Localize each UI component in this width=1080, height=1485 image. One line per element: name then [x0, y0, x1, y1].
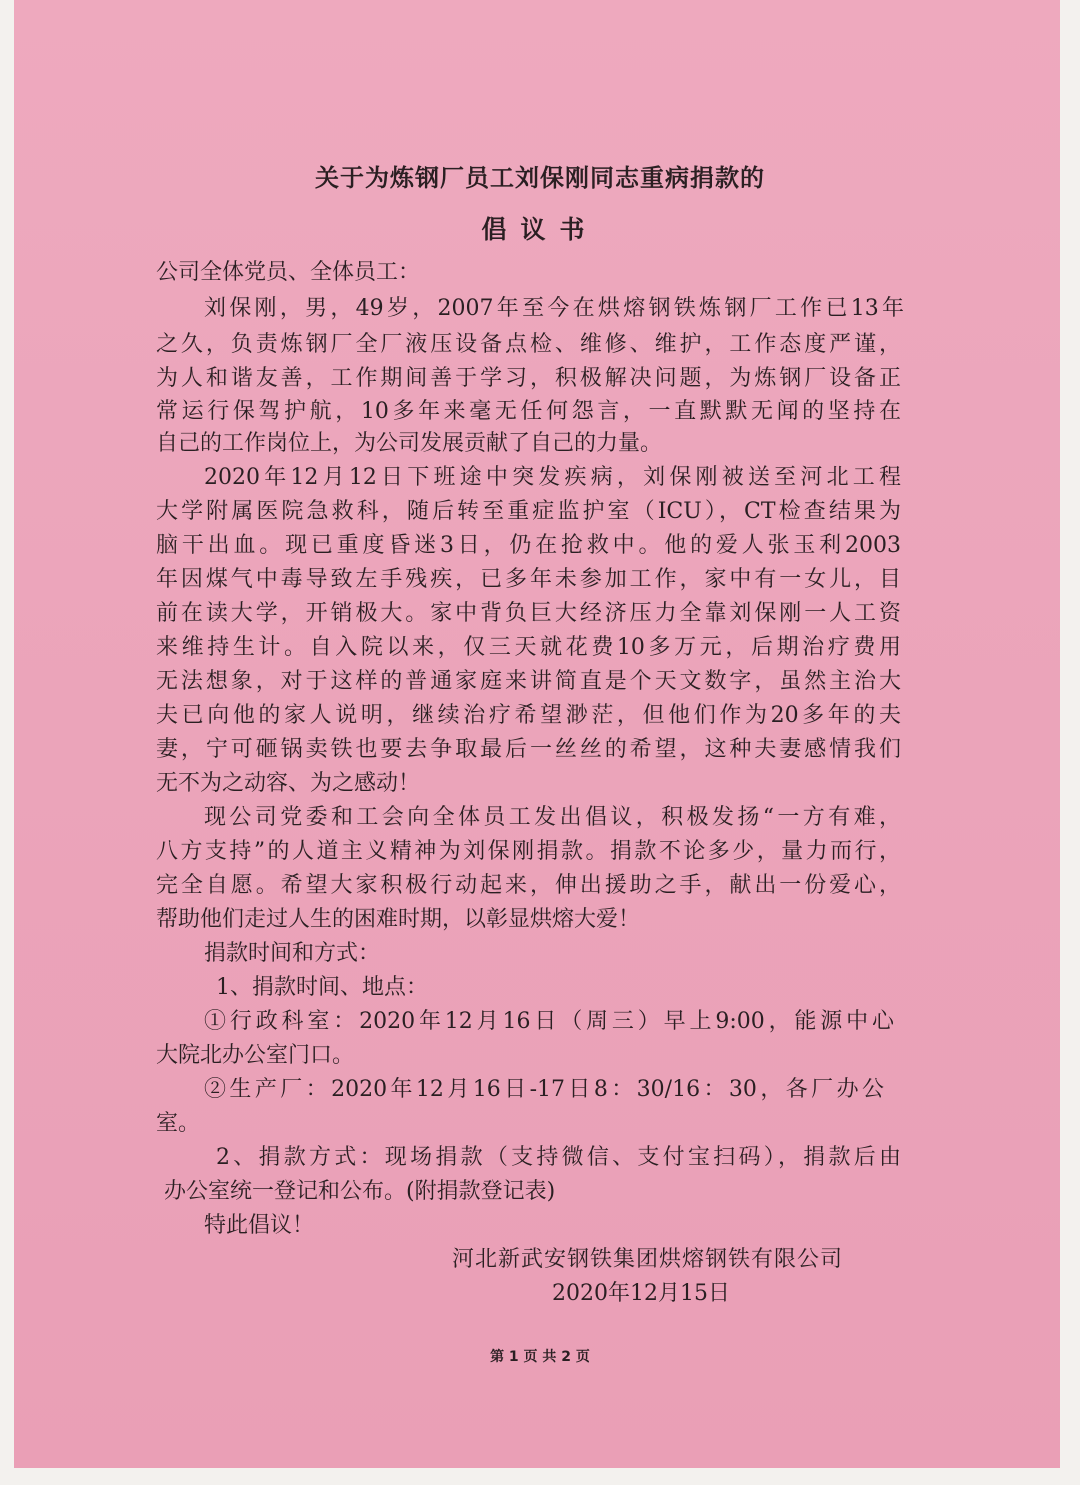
item1a-line: ①行政科室：2020年12月16日（周三）早上9:00，能源中心: [204, 1009, 894, 1034]
page-footer: 第 1 页 共 2 页: [490, 1349, 590, 1365]
signature-org: 河北新武安钢铁集团烘熔钢铁有限公司: [452, 1247, 844, 1272]
item1b-line: 室。: [156, 1111, 201, 1136]
item1-heading: 1、捐款时间、地点：: [216, 975, 428, 1000]
document-title-sub: 倡议书: [481, 215, 599, 244]
para2-line: 来维持生计。自入院以来，仅三天就花费10多万元，后期治疗费用: [156, 635, 901, 660]
para2-line: 大学附属医院急救科，随后转至重症监护室（ICU），CT检查结果为: [156, 499, 901, 524]
method-heading: 捐款时间和方式：: [204, 941, 381, 966]
para2-line: 前在读大学，开销极大。家中背负巨大经济压力全靠刘保刚一人工资: [156, 601, 901, 626]
item2-line: 2、捐款方式：现场捐款（支持微信、支付宝扫码），捐款后由: [216, 1145, 901, 1170]
para2-line: 脑干出血。现已重度昏迷3日，仍在抢救中。他的爱人张玉利2003: [156, 533, 901, 558]
para3-line: 现公司党委和工会向全体员工发出倡议，积极发扬“一方有难，: [204, 805, 901, 830]
item1b-line: ②生产厂：2020年12月16日-17日8：30/16：30，各厂办公: [204, 1077, 884, 1102]
para2-line: 2020年12月12日下班途中突发疾病，刘保刚被送至河北工程: [204, 465, 901, 490]
para1-line: 为人和谐友善，工作期间善于学习，积极解决问题，为炼钢厂设备正: [156, 366, 901, 391]
para3-line: 八方支持”的人道主义精神为刘保刚捐款。捐款不论多少，量力而行，: [156, 839, 901, 864]
para1-line: 之久，负责炼钢厂全厂液压设备点检、维修、维护，工作态度严谨，: [156, 332, 901, 357]
para2-line: 无法想象，对于这样的普通家庭来讲简直是个天文数字，虽然主治大: [156, 669, 901, 694]
signature-date: 2020年12月15日: [552, 1281, 730, 1306]
para1-line: 自己的工作岗位上，为公司发展贡献了自己的力量。: [156, 431, 663, 456]
salutation: 公司全体党员、全体员工：: [156, 260, 421, 285]
para1-line: 刘保刚，男，49岁，2007年至今在烘熔钢铁炼钢厂工作已13年: [204, 296, 904, 321]
para2-line: 妻，宁可砸锅卖铁也要去争取最后一丝丝的希望，这种夫妻感情我们: [156, 737, 901, 762]
para3-line: 完全自愿。希望大家积极行动起来，伸出援助之手，献出一份爱心，: [156, 873, 901, 898]
para3-line: 帮助他们走过人生的困难时期，以彰显烘熔大爱！: [156, 907, 641, 932]
para1-line: 常运行保驾护航，10多年来毫无任何怨言，一直默默无闻的坚持在: [156, 399, 901, 424]
para2-line: 年因煤气中毒导致左手残疾，已多年未参加工作，家中有一女儿，目: [156, 567, 901, 592]
document-title: 关于为炼钢厂员工刘保刚同志重病捐款的: [315, 164, 765, 192]
item1a-line: 大院北办公室门口。: [156, 1043, 355, 1068]
item2-line: 办公室统一登记和公布。(附捐款登记表): [164, 1179, 556, 1204]
closing: 特此倡议！: [204, 1213, 315, 1238]
para2-line: 无不为之动容、为之感动！: [156, 771, 421, 796]
para2-line: 夫已向他的家人说明，继续治疗希望渺茫，但他们作为20多年的夫: [156, 703, 901, 728]
